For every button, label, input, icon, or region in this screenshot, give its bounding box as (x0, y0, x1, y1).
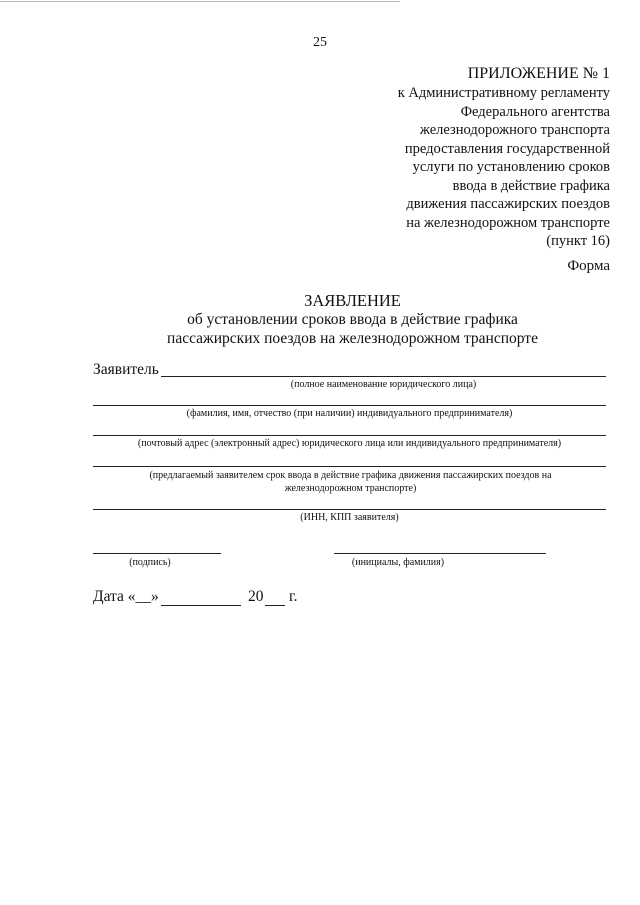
proposed-date-field[interactable] (93, 466, 606, 467)
scan-top-edge (0, 1, 400, 2)
appendix-line: движения пассажирских поездов (406, 196, 610, 212)
date-year-suffix: г. (289, 588, 298, 605)
appendix-line: (пункт 16) (546, 233, 610, 249)
appendix-line: к Административному регламенту (397, 85, 610, 101)
title-main: ЗАЯВЛЕНИЕ (304, 291, 401, 310)
page-number: 25 (313, 35, 327, 50)
caption-address: (почтовый адрес (электронный адрес) юридического лица или индивидуального предпринимателя) (137, 438, 562, 449)
caption-signature: (подпись) (129, 557, 171, 568)
applicant-org-field[interactable] (161, 376, 606, 377)
appendix-line: на железнодорожном транспорте (406, 214, 610, 231)
date-year-field[interactable] (265, 605, 285, 606)
inn-field[interactable] (93, 509, 606, 510)
caption-proposed-date: (предлагаемый заявителем срок ввода в действие графика движения пассажирских поездов на железнодорожном транспорте) (149, 470, 552, 494)
address-field[interactable] (93, 435, 606, 436)
appendix-heading: ПРИЛОЖЕНИЕ № 1 (467, 65, 610, 82)
date-year-prefix: 20 (248, 588, 264, 605)
caption-org-name: (полное наименование юридического лица) (290, 379, 477, 390)
document-title (0, 291, 640, 348)
appendix-block (398, 64, 610, 251)
appendix-line: железнодорожного транспорта (419, 122, 610, 138)
appendix-line: услуги по установлению сроков (412, 159, 610, 175)
caption-person-name: (фамилия, имя, отчество (при наличии) индивидуального предпринимателя) (186, 408, 513, 419)
appendix-line: предоставления государственной (404, 140, 610, 157)
title-line-2: пассажирских поездов на железнодорожном транспорте (167, 330, 538, 347)
caption-inn: (ИНН, КПП заявителя) (300, 512, 399, 523)
initials-field[interactable] (334, 553, 546, 554)
signature-field[interactable] (93, 553, 221, 554)
caption-initials: (инициалы, фамилия) (351, 557, 445, 568)
appendix-line: Федерального агентства (460, 103, 610, 120)
date-month-field[interactable] (161, 605, 241, 606)
title-line-1: об установлении сроков ввода в действие графика (187, 311, 518, 328)
person-name-field[interactable] (93, 405, 606, 406)
date-label: Дата «__» (93, 588, 159, 605)
form-label: Форма (567, 258, 610, 274)
applicant-label: Заявитель (93, 361, 159, 378)
appendix-line: ввода в действие графика (452, 177, 610, 194)
